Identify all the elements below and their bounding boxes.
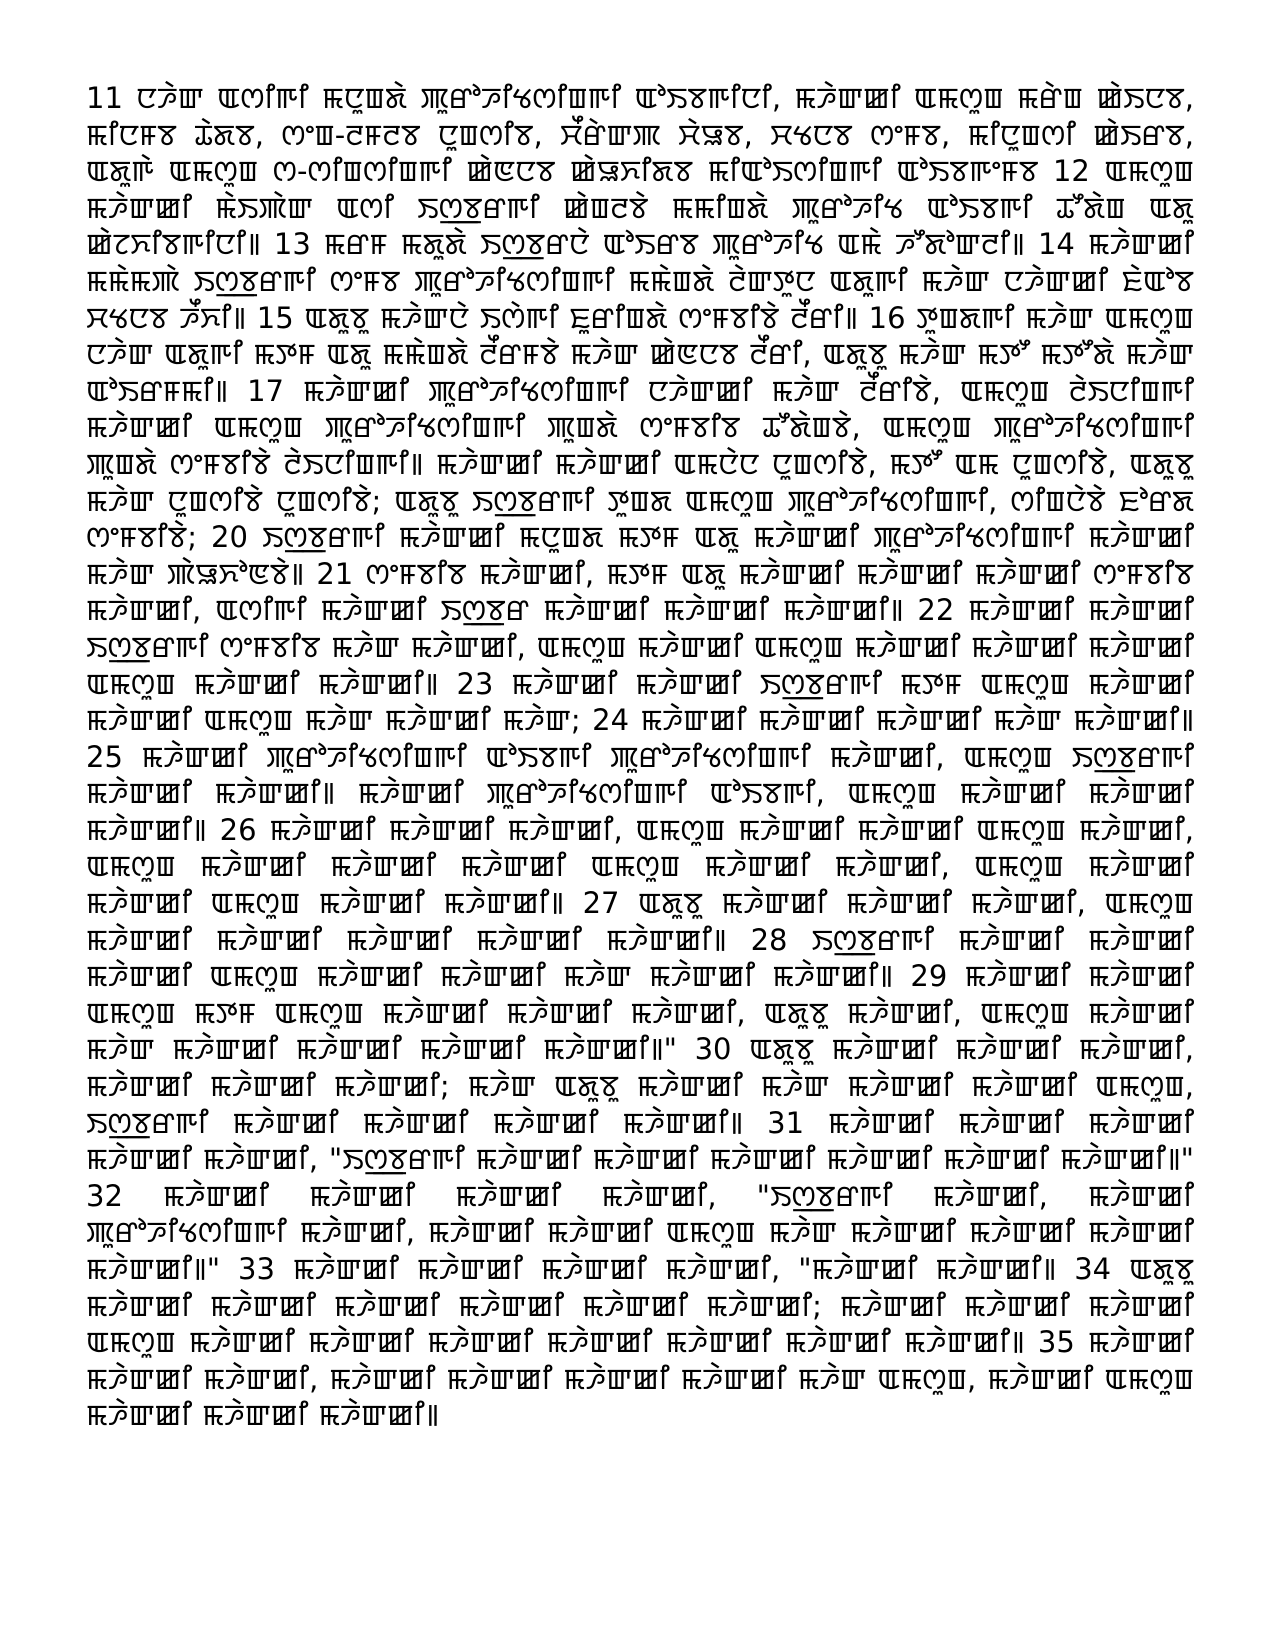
document-page [86, 80, 1194, 1600]
body-text: 11 ꯅꯍꯥꯛ ꯑꯁꯤꯒꯤ ꯃꯅꯨꯡꯗꯥ ꯄꯨꯔꯣꯍꯤꯠꯁꯤꯡꯒꯤ ꯑꯣꯏꯕꯒꯤꯅꯤ, ꯃꯍꯥꯛꯀꯤ ꯑꯃꯁꯨꯡ ꯃꯔꯥꯡ ꯀꯥꯏꯅꯕ, ꯃꯤꯅꯝꯕ ꯊꯥꯗꯕ, ꯁꯦꯡ-ꯂꯝꯂꯕ ꯅꯨꯡꯁꯤꯕ, ꯆꯩꯔꯥꯛꯄ ꯆꯥꯎꯕ, ꯆꯠꯅꯕ ꯁꯦꯝꯕ, ꯃꯤꯅꯨꯡꯁꯤ ꯀꯥꯏꯔꯕ, ꯑꯗꯨꯒꯥ ꯑꯃꯁꯨꯡ ꯁ-ꯁꯤꯡꯁꯤꯡꯒꯤ ꯀꯥꯟꯅꯕ ꯀꯥꯎꯈꯤꯗꯕ ꯃꯤꯑꯣꯏꯁꯤꯡꯒꯤ ꯑꯣꯏꯕꯒꯦꯝꯕ 12 ꯑꯃꯁꯨꯡ ꯃꯍꯥꯛꯀꯤ ꯃꯥꯏꯄꯥꯛ ꯑꯁꯤ ꯏꯁ꯭ꯕꯔꯒꯤ ꯀꯥꯡꯂꯕꯥ ꯃꯃꯤꯡꯗꯥ ꯄꯨꯔꯣꯍꯤꯠ ꯑꯣꯏꯕꯒꯤ ꯊꯧꯗꯥꯡ ꯑꯗꯨ ꯀꯥꯖꯈꯤꯕꯒꯤꯅꯤ꯫ 13 ꯃꯔꯝ ꯃꯗꯨꯗꯥ ꯏꯁ꯭ꯕꯔꯅꯥ ꯑꯣꯏꯔꯕ ꯄꯨꯔꯣꯍꯤꯠ ꯑꯃꯥ ꯍꯧꯗꯣꯛꯂꯤ꯫ 14 ꯃꯍꯥꯛꯀꯤ ꯃꯃꯥꯃꯄꯥ ꯏꯁ꯭ꯕꯔꯒꯤ ꯁꯦꯝꯕ ꯄꯨꯔꯣꯍꯤꯠꯁꯤꯡꯒꯤ ꯃꯃꯥꯡꯗꯥ ꯂꯥꯛꯇꯨꯅ ꯑꯗꯨꯒꯤ ꯃꯍꯥꯛ ꯅꯍꯥꯛꯀꯤ ꯐꯥꯑꯣꯕ ꯆꯠꯅꯕ ꯍꯩꯈꯤ꯫ 15 ꯑꯗꯨꯕꯨ ꯃꯍꯥꯛꯅꯥ ꯏꯁꯥꯒꯤ ꯐꯨꯔꯤꯡꯗꯥ ꯁꯦꯝꯕꯤꯕꯥ ꯂꯩꯔꯤ꯫ 16 ꯇꯨꯡꯗꯒꯤ ꯃꯍꯥꯛ ꯑꯃꯁꯨꯡ ꯅꯍꯥꯛ ꯑꯗꯨꯒꯤ ꯃꯇꯝ ꯑꯗꯨ ꯃꯃꯥꯡꯗꯥ ꯂꯩꯔꯝꯕꯥ ꯃꯍꯥꯛ ꯀꯥꯟꯅꯕ ꯂꯩꯔꯤ, ꯑꯗꯨꯕꯨ ꯃꯍꯥꯛ ꯃꯇꯧ ꯃꯇꯧꯗꯥ ꯃꯍꯥꯛ ꯑꯣꯏꯔꯝꯃꯤ꯫ 17 ꯃꯍꯥꯛꯀꯤ ꯄꯨꯔꯣꯍꯤꯠꯁꯤꯡꯒꯤ ꯅꯍꯥꯛꯀꯤ ꯃꯍꯥꯛ ꯂꯩꯔꯤꯕꯥ, ꯑꯃꯁꯨꯡ ꯂꯥꯏꯅꯤꯡꯒꯤ ꯃꯍꯥꯛꯀꯤ ꯑꯃꯁꯨꯡ ꯄꯨꯔꯣꯍꯤꯠꯁꯤꯡꯒꯤ ꯄꯨꯡꯗꯥ ꯁꯦꯝꯕꯤꯕ ꯊꯧꯗꯥꯡꯕꯥ, ꯑꯃꯁꯨꯡ ꯄꯨꯔꯣꯍꯤꯠꯁꯤꯡꯒꯤ ꯄꯨꯡꯗꯥ ꯁꯦꯝꯕꯤꯕꯥ ꯂꯥꯏꯅꯤꯡꯒꯤ꯫ ꯃꯍꯥꯛꯀꯤ ꯃꯍꯥꯛꯀꯤ ꯑꯃꯅꯥꯅ ꯅꯨꯡꯁꯤꯕꯥ, ꯃꯇꯧ ꯑꯃ ꯅꯨꯡꯁꯤꯕꯥ, ꯑꯗꯨꯕꯨ ꯃꯍꯥꯛ ꯅꯨꯡꯁꯤꯕꯥ ꯅꯨꯡꯁꯤꯕꯥ; ꯑꯗꯨꯕꯨ ꯏꯁ꯭ꯕꯔꯒꯤ ꯇꯨꯡꯗ ꯑꯃꯁꯨꯡ ꯄꯨꯔꯣꯍꯤꯠꯁꯤꯡꯒꯤ, ꯁꯤꯡꯅꯥꯕꯥ ꯐꯣꯔꯗ ꯁꯦꯝꯕꯤꯕꯥ; 20 ꯏꯁ꯭ꯕꯔꯒꯤ ꯃꯍꯥꯛꯀꯤ ꯃꯅꯨꯡꯗ ꯃꯇꯝ ꯑꯗꯨ ꯃꯍꯥꯛꯀꯤ ꯄꯨꯔꯣꯍꯤꯠꯁꯤꯡꯒꯤ ꯃꯍꯥꯛꯀꯤ ꯃꯍꯥꯛ ꯄꯥꯎꯈꯣꯟꯕꯥ꯫ 21 ꯁꯦꯝꯕꯤꯕ ꯃꯍꯥꯛꯀꯤ, ꯃꯇꯝ ꯑꯗꯨ ꯃꯍꯥꯛꯀꯤ ꯃꯍꯥꯛꯀꯤ ꯃꯍꯥꯛꯀꯤ ꯁꯦꯝꯕꯤꯕ ꯃꯍꯥꯛꯀꯤ, ꯑꯁꯤꯒꯤ ꯃꯍꯥꯛꯀꯤ ꯏꯁ꯭ꯕꯔ ꯃꯍꯥꯛꯀꯤ ꯃꯍꯥꯛꯀꯤ ꯃꯍꯥꯛꯀꯤ꯫ 22 ꯃꯍꯥꯛꯀꯤ ꯃꯍꯥꯛꯀꯤ ꯏꯁ꯭ꯕꯔꯒꯤ ꯁꯦꯝꯕꯤꯕ ꯃꯍꯥꯛ ꯃꯍꯥꯛꯀꯤ, ꯑꯃꯁꯨꯡ ꯃꯍꯥꯛꯀꯤ ꯑꯃꯁꯨꯡ ꯃꯍꯥꯛꯀꯤ ꯃꯍꯥꯛꯀꯤ ꯃꯍꯥꯛꯀꯤ ꯑꯃꯁꯨꯡ ꯃꯍꯥꯛꯀꯤ ꯃꯍꯥꯛꯀꯤ꯫ 23 ꯃꯍꯥꯛꯀꯤ ꯃꯍꯥꯛꯀꯤ ꯏꯁ꯭ꯕꯔꯒꯤ ꯃꯇꯝ ꯑꯃꯁꯨꯡ ꯃꯍꯥꯛꯀꯤ ꯃꯍꯥꯛꯀꯤ ꯑꯃꯁꯨꯡ ꯃꯍꯥꯛ ꯃꯍꯥꯛꯀꯤ ꯃꯍꯥꯛ; 24 ꯃꯍꯥꯛꯀꯤ ꯃꯍꯥꯛꯀꯤ ꯃꯍꯥꯛꯀꯤ ꯃꯍꯥꯛ ꯃꯍꯥꯛꯀꯤ꯫ 25 ꯃꯍꯥꯛꯀꯤ ꯄꯨꯔꯣꯍꯤꯠꯁꯤꯡꯒꯤ ꯑꯣꯏꯕꯒꯤ ꯄꯨꯔꯣꯍꯤꯠꯁꯤꯡꯒꯤ ꯃꯍꯥꯛꯀꯤ, ꯑꯃꯁꯨꯡ ꯏꯁ꯭ꯕꯔꯒꯤ ꯃꯍꯥꯛꯀꯤ ꯃꯍꯥꯛꯀꯤ꯫ ꯃꯍꯥꯛꯀꯤ ꯄꯨꯔꯣꯍꯤꯠꯁꯤꯡꯒꯤ ꯑꯣꯏꯕꯒꯤ, ꯑꯃꯁꯨꯡ ꯃꯍꯥꯛꯀꯤ ꯃꯍꯥꯛꯀꯤ ꯃꯍꯥꯛꯀꯤ꯫ 26 ꯃꯍꯥꯛꯀꯤ ꯃꯍꯥꯛꯀꯤ ꯃꯍꯥꯛꯀꯤ, ꯑꯃꯁꯨꯡ ꯃꯍꯥꯛꯀꯤ ꯃꯍꯥꯛꯀꯤ ꯑꯃꯁꯨꯡ ꯃꯍꯥꯛꯀꯤ, ꯑꯃꯁꯨꯡ ꯃꯍꯥꯛꯀꯤ ꯃꯍꯥꯛꯀꯤ ꯃꯍꯥꯛꯀꯤ ꯑꯃꯁꯨꯡ ꯃꯍꯥꯛꯀꯤ ꯃꯍꯥꯛꯀꯤ, ꯑꯃꯁꯨꯡ ꯃꯍꯥꯛꯀꯤ ꯃꯍꯥꯛꯀꯤ ꯑꯃꯁꯨꯡ ꯃꯍꯥꯛꯀꯤ ꯃꯍꯥꯛꯀꯤ꯫ 27 ꯑꯗꯨꯕꯨ ꯃꯍꯥꯛꯀꯤ ꯃꯍꯥꯛꯀꯤ ꯃꯍꯥꯛꯀꯤ, ꯑꯃꯁꯨꯡ ꯃꯍꯥꯛꯀꯤ ꯃꯍꯥꯛꯀꯤ ꯃꯍꯥꯛꯀꯤ ꯃꯍꯥꯛꯀꯤ ꯃꯍꯥꯛꯀꯤ꯫ 28 ꯏꯁ꯭ꯕꯔꯒꯤ ꯃꯍꯥꯛꯀꯤ ꯃꯍꯥꯛꯀꯤ ꯃꯍꯥꯛꯀꯤ ꯑꯃꯁꯨꯡ ꯃꯍꯥꯛꯀꯤ ꯃꯍꯥꯛꯀꯤ ꯃꯍꯥꯛ ꯃꯍꯥꯛꯀꯤ ꯃꯍꯥꯛꯀꯤ꯫ 29 ꯃꯍꯥꯛꯀꯤ ꯃꯍꯥꯛꯀꯤ ꯑꯃꯁꯨꯡ ꯃꯇꯝ ꯑꯃꯁꯨꯡ ꯃꯍꯥꯛꯀꯤ ꯃꯍꯥꯛꯀꯤ ꯃꯍꯥꯛꯀꯤ, ꯑꯗꯨꯕꯨ ꯃꯍꯥꯛꯀꯤ, ꯑꯃꯁꯨꯡ ꯃꯍꯥꯛꯀꯤ ꯃꯍꯥꯛ ꯃꯍꯥꯛꯀꯤ ꯃꯍꯥꯛꯀꯤ ꯃꯍꯥꯛꯀꯤ ꯃꯍꯥꯛꯀꯤ꯫" 30 ꯑꯗꯨꯕꯨ ꯃꯍꯥꯛꯀꯤ ꯃꯍꯥꯛꯀꯤ ꯃꯍꯥꯛꯀꯤ, ꯃꯍꯥꯛꯀꯤ ꯃꯍꯥꯛꯀꯤ ꯃꯍꯥꯛꯀꯤ; ꯃꯍꯥꯛ ꯑꯗꯨꯕꯨ ꯃꯍꯥꯛꯀꯤ ꯃꯍꯥꯛ ꯃꯍꯥꯛꯀꯤ ꯃꯍꯥꯛꯀꯤ ꯑꯃꯁꯨꯡ, ꯏꯁ꯭ꯕꯔꯒꯤ ꯃꯍꯥꯛꯀꯤ ꯃꯍꯥꯛꯀꯤ ꯃꯍꯥꯛꯀꯤ ꯃꯍꯥꯛꯀꯤ꯫ 31 ꯃꯍꯥꯛꯀꯤ ꯃꯍꯥꯛꯀꯤ ꯃꯍꯥꯛꯀꯤ ꯃꯍꯥꯛꯀꯤ ꯃꯍꯥꯛꯀꯤ, "ꯏꯁ꯭ꯕꯔꯒꯤ ꯃꯍꯥꯛꯀꯤ ꯃꯍꯥꯛꯀꯤ ꯃꯍꯥꯛꯀꯤ ꯃꯍꯥꯛꯀꯤ ꯃꯍꯥꯛꯀꯤ ꯃꯍꯥꯛꯀꯤ꯫" 32 ꯃꯍꯥꯛꯀꯤ ꯃꯍꯥꯛꯀꯤ ꯃꯍꯥꯛꯀꯤ ꯃꯍꯥꯛꯀꯤ, "ꯏꯁ꯭ꯕꯔꯒꯤ ꯃꯍꯥꯛꯀꯤ, ꯃꯍꯥꯛꯀꯤ ꯄꯨꯔꯣꯍꯤꯠꯁꯤꯡꯒꯤ ꯃꯍꯥꯛꯀꯤ, ꯃꯍꯥꯛꯀꯤ ꯃꯍꯥꯛꯀꯤ ꯑꯃꯁꯨꯡ ꯃꯍꯥꯛ ꯃꯍꯥꯛꯀꯤ ꯃꯍꯥꯛꯀꯤ ꯃꯍꯥꯛꯀꯤ ꯃꯍꯥꯛꯀꯤ꯫" 33 ꯃꯍꯥꯛꯀꯤ ꯃꯍꯥꯛꯀꯤ ꯃꯍꯥꯛꯀꯤ ꯃꯍꯥꯛꯀꯤ, "ꯃꯍꯥꯛꯀꯤ ꯃꯍꯥꯛꯀꯤ꯫ 34 ꯑꯗꯨꯕꯨ ꯃꯍꯥꯛꯀꯤ ꯃꯍꯥꯛꯀꯤ ꯃꯍꯥꯛꯀꯤ ꯃꯍꯥꯛꯀꯤ ꯃꯍꯥꯛꯀꯤ ꯃꯍꯥꯛꯀꯤ; ꯃꯍꯥꯛꯀꯤ ꯃꯍꯥꯛꯀꯤ ꯃꯍꯥꯛꯀꯤ ꯑꯃꯁꯨꯡ ꯃꯍꯥꯛꯀꯤ ꯃꯍꯥꯛꯀꯤ ꯃꯍꯥꯛꯀꯤ ꯃꯍꯥꯛꯀꯤ ꯃꯍꯥꯛꯀꯤ ꯃꯍꯥꯛꯀꯤ ꯃꯍꯥꯛꯀꯤ꯫ 35 ꯃꯍꯥꯛꯀꯤ ꯃꯍꯥꯛꯀꯤ ꯃꯍꯥꯛꯀꯤ, ꯃꯍꯥꯛꯀꯤ ꯃꯍꯥꯛꯀꯤ ꯃꯍꯥꯛꯀꯤ ꯃꯍꯥꯛꯀꯤ ꯃꯍꯥꯛ ꯑꯃꯁꯨꯡ, ꯃꯍꯥꯛꯀꯤ ꯑꯃꯁꯨꯡ ꯃꯍꯥꯛꯀꯤ ꯃꯍꯥꯛꯀꯤ ꯃꯍꯥꯛꯀꯤ꯫ [86, 81, 1194, 1433]
